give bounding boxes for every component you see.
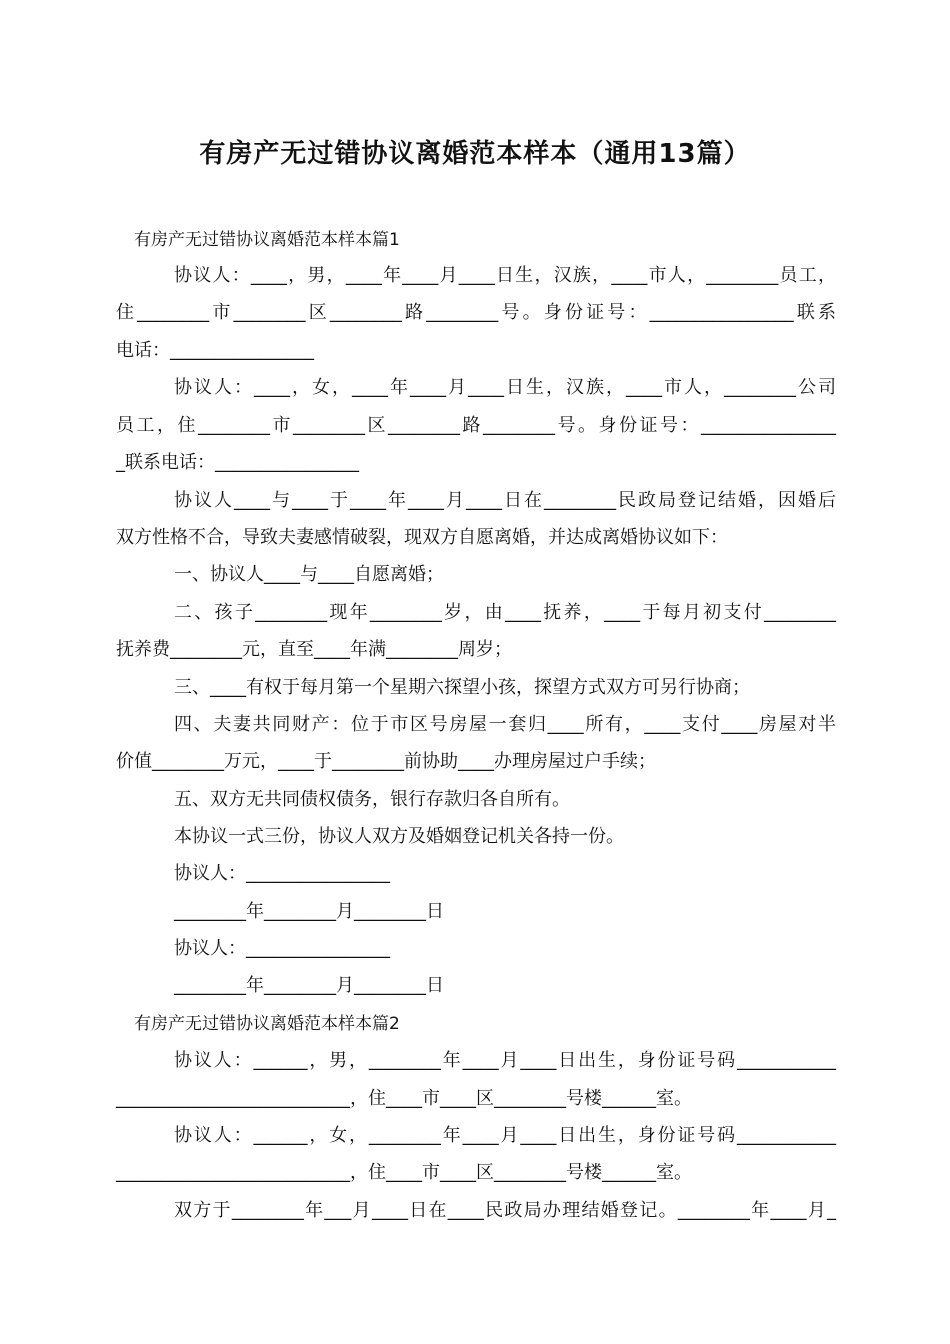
paragraph-line: 员工，住________市________区________路________号。身份证号：_______________ (116, 415, 836, 436)
paragraph-line: 协议人：____，女，____年____月____日生，汉族，____市人，________公司 (174, 377, 836, 398)
paragraph-line: 电话：________________ (116, 340, 314, 361)
paragraph-line: 住________市________区________路________号。身份证号：________________联系 (116, 302, 836, 323)
paragraph-line: 协议人：______，女，________年____月____日出生，身份证号码___________ (174, 1125, 836, 1146)
clause-1: 一、协议人____与____自愿离婚； (174, 564, 444, 585)
paragraph-line: 双方于________年___月____日在____民政局办理结婚登记。________年____月_ (174, 1200, 836, 1221)
paragraph-line: 价值________万元，____于________前协助____办理房屋过户手续； (116, 751, 656, 772)
paragraph-line: _联系电话：________________ (116, 452, 359, 473)
paragraph-line: 协议人____与____于____年____月____日在________民政局登记结婚，因婚后 (174, 490, 836, 511)
section-heading-1: 有房产无过错协议离婚范本样本篇1 (134, 230, 400, 250)
paragraph-line: 协议人：______，男，________年____月____日出生，身份证号码___________ (174, 1050, 836, 1071)
signature-date-1: ________年________月________日 (174, 901, 444, 922)
section-heading-2: 有房产无过错协议离婚范本样本篇2 (134, 1014, 400, 1034)
signature-date-2: ________年________月________日 (174, 975, 444, 996)
paragraph-line: 双方性格不合，导致夫妻感情破裂，现双方自愿离婚，并达成离婚协议如下： (116, 527, 728, 548)
clause-5: 五、双方无共同债权债务，银行存款归各自所有。 (174, 789, 570, 810)
signature-party-1: 协议人：________________ (174, 863, 390, 884)
paragraph-line: 本协议一式三份，协议人双方及婚姻登记机关各持一份。 (174, 826, 624, 847)
document-title: 有房产无过错协议离婚范本样本（通用13篇） (199, 139, 751, 169)
clause-2: 二、孩子________现年________岁，由____抚养，____于每月初支付________ (174, 602, 836, 623)
paragraph-line: 抚养费________元，直至____年满________周岁； (116, 639, 512, 660)
clause-3: 三、____有权于每月第一个星期六探望小孩，探望方式双方可另行协商； (174, 677, 750, 698)
paragraph-line: __________________________，住____市____区________号楼______室。 (116, 1162, 692, 1183)
signature-party-2: 协议人：________________ (174, 938, 390, 959)
paragraph-line: 协议人：____，男，____年____月____日生，汉族，____市人，________员工， (174, 265, 836, 286)
paragraph-line: __________________________，住____市____区________号楼______室。 (116, 1088, 692, 1109)
clause-4: 四、夫妻共同财产：位于市区号房屋一套归____所有，____支付____房屋对半 (174, 714, 836, 735)
